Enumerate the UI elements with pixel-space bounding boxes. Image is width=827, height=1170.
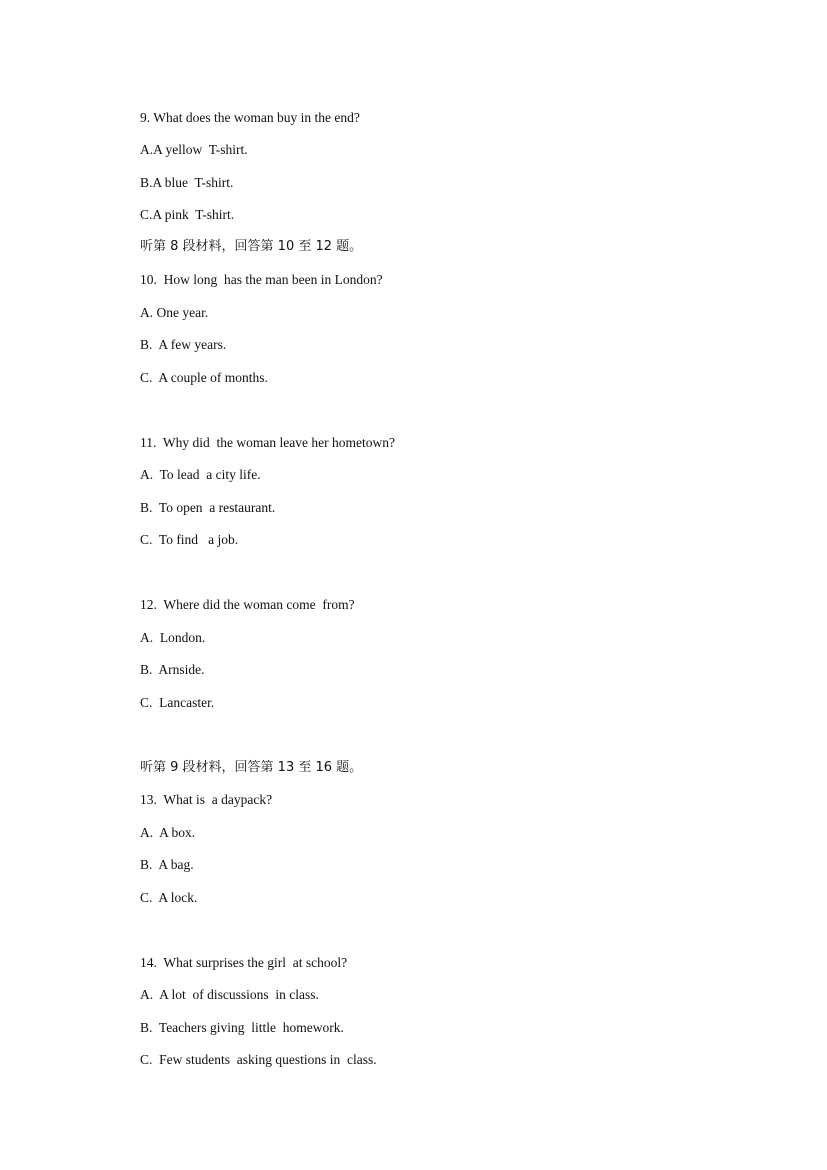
q11-option-c: C. To find a job. (140, 532, 239, 547)
question-13: 13. What is a daypack? (140, 792, 273, 807)
question-9: 9. What does the woman buy in the end? (140, 110, 360, 125)
q14-option-b: B. Teachers giving little homework. (140, 1020, 344, 1035)
q11-option-a: A. To lead a city life. (140, 467, 261, 482)
q9-option-a: A.A yellow T-shirt. (140, 142, 248, 157)
question-10: 10. How long has the man been in London? (140, 272, 383, 287)
section-8-heading: 听第 8 段材料，回答第 10 至 12 题。 (140, 239, 363, 254)
section-9-heading: 听第 9 段材料，回答第 13 至 16 题。 (140, 760, 363, 775)
question-12: 12. Where did the woman come from? (140, 597, 355, 612)
q9-option-b: B.A blue T-shirt. (140, 175, 234, 190)
q10-option-a: A. One year. (140, 305, 209, 320)
q13-option-a: A. A box. (140, 825, 196, 840)
q13-option-b: B. A bag. (140, 857, 194, 872)
q14-option-c: C. Few students asking questions in class. (140, 1052, 377, 1067)
q10-option-c: C. A couple of months. (140, 370, 268, 385)
q12-option-b: B. Arnside. (140, 662, 205, 677)
question-11: 11. Why did the woman leave her hometown? (140, 435, 395, 450)
q13-option-c: C. A lock. (140, 890, 198, 905)
q10-option-b: B. A few years. (140, 337, 227, 352)
question-14: 14. What surprises the girl at school? (140, 955, 348, 970)
q12-option-c: C. Lancaster. (140, 695, 215, 710)
q12-option-a: A. London. (140, 630, 206, 645)
q14-option-a: A. A lot of discussions in class. (140, 987, 319, 1002)
q11-option-b: B. To open a restaurant. (140, 500, 276, 515)
q9-option-c: C.A pink T-shirt. (140, 207, 235, 222)
